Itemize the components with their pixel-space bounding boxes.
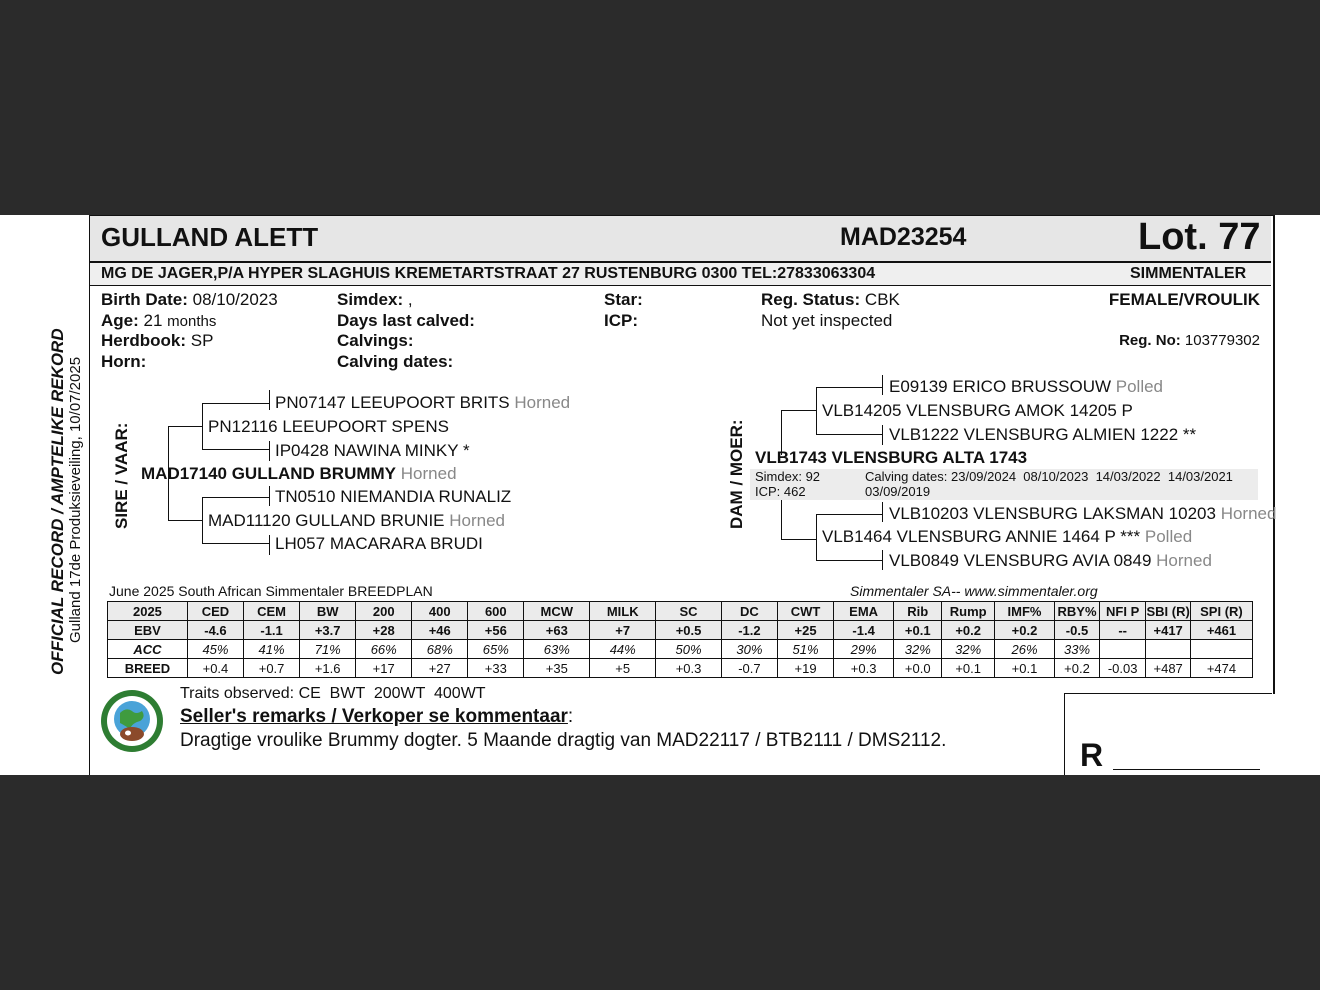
reg-no-row <box>1119 332 1260 349</box>
price-box-left <box>1064 693 1065 775</box>
dam-sire-sire <box>889 377 1163 397</box>
ebv-cell: +17 <box>356 659 412 678</box>
dam-calving-dates-2: 03/09/2019 <box>865 484 931 499</box>
sire-top-h <box>168 426 202 427</box>
ebv-values-row <box>108 621 1253 640</box>
ebv-cell: 68% <box>412 640 468 659</box>
ebv-cell: CEM <box>244 602 300 621</box>
ebv-cell: 65% <box>468 640 524 659</box>
days-calved-label: Days last calved: <box>337 311 475 330</box>
ebv-cell: -1.2 <box>721 621 777 640</box>
dss-name: E09139 ERICO BRUSSOUW <box>889 377 1112 396</box>
ebv-header-row <box>108 602 1253 621</box>
dds-name: VLB10203 VLENSBURG LAKSMAN 10203 <box>889 504 1216 523</box>
ebv-cell: +0.7 <box>244 659 300 678</box>
remarks-colon: : <box>567 706 574 727</box>
ebv-cell: +63 <box>524 621 590 640</box>
ebv-cell <box>1099 640 1145 659</box>
ebv-cell: +46 <box>412 621 468 640</box>
ebv-cell: RBY% <box>1055 602 1100 621</box>
ssd-tick <box>269 441 270 461</box>
price-box-top <box>1064 693 1272 694</box>
ebv-cell: NFI P <box>1099 602 1145 621</box>
auction-lot-sheet <box>0 215 1320 775</box>
ebv-cell: +0.3 <box>834 659 894 678</box>
ebv-cell <box>1146 640 1191 659</box>
ebv-cell: -1.1 <box>244 621 300 640</box>
dd-vline <box>816 514 817 561</box>
reg-status-row <box>761 290 900 310</box>
herdbook-value: SP <box>190 331 214 350</box>
ebv-cell: EBV <box>108 621 188 640</box>
ddd-name: VLB0849 VLENSBURG AVIA 0849 <box>889 551 1152 570</box>
ebv-cell: +0.2 <box>994 621 1054 640</box>
dss-horn: Polled <box>1115 377 1164 396</box>
ebv-cell: 32% <box>942 640 995 659</box>
remarks-title: Seller's remarks / Verkoper se kommentaar <box>180 706 568 727</box>
sd-name: MAD11120 GULLAND BRUNIE <box>208 511 445 530</box>
ss-bot-h <box>202 449 270 450</box>
ebv-cell: Rump <box>942 602 995 621</box>
lot-number: Lot. 77 <box>1138 216 1261 258</box>
sire-sire: PN12116 LEEUPOORT SPENS <box>208 417 449 436</box>
traits-observed: Traits observed: CE BWT 200WT 400WT <box>180 685 486 702</box>
ebv-cell: 51% <box>777 640 833 659</box>
ebv-cell: 32% <box>894 640 942 659</box>
ebv-cell: 600 <box>468 602 524 621</box>
ds-top-h <box>816 387 883 388</box>
ebv-cell: +487 <box>1146 659 1191 678</box>
reg-no-label: Reg. No: <box>1119 332 1181 349</box>
ebv-cell: 71% <box>300 640 356 659</box>
sdd-tick <box>269 535 270 555</box>
ebv-cell: 2025 <box>108 602 188 621</box>
ebv-cell: +0.1 <box>894 621 942 640</box>
reg-status-value: CBK <box>864 290 900 309</box>
calvings-label: Calvings: <box>337 331 414 350</box>
ebv-cell: +0.3 <box>656 659 722 678</box>
ebv-cell: MILK <box>590 602 656 621</box>
icp-label: ICP: <box>604 311 638 330</box>
reg-status-label: Reg. Status: <box>761 290 861 309</box>
ebv-cell: +0.1 <box>994 659 1054 678</box>
simdex-label: Simdex: <box>337 290 404 309</box>
sire-sire-sire <box>275 393 570 413</box>
birth-date-value: 08/10/2023 <box>192 290 278 309</box>
dds-horn: Horned <box>1220 504 1277 523</box>
age-unit: months <box>167 313 217 330</box>
ebv-cell: BW <box>300 602 356 621</box>
age-value: 21 <box>143 311 163 330</box>
ebv-cell: +461 <box>1190 621 1252 640</box>
ebv-cell: 400 <box>412 602 468 621</box>
dam-dam-sire <box>889 504 1276 524</box>
sale-text: Gulland 17de Produksieveiling, 10/07/2025 <box>67 356 84 643</box>
sire-horn: Horned <box>400 464 457 483</box>
ebv-cell: EMA <box>834 602 894 621</box>
dd-bot-h <box>816 560 883 561</box>
ebv-cell: 44% <box>590 640 656 659</box>
dam-calving-dates: Calving dates: 23/09/2024 08/10/2023 14/03/2022 14/03/2021 <box>865 469 1233 484</box>
ebv-cell: Rib <box>894 602 942 621</box>
ss-top-h <box>202 403 270 404</box>
sd-bot-h <box>202 543 270 544</box>
ds-vline <box>816 387 817 435</box>
sds-tick <box>269 486 270 506</box>
ebv-cell: 33% <box>1055 640 1100 659</box>
ebv-cell: +56 <box>468 621 524 640</box>
ebv-cell: DC <box>721 602 777 621</box>
sex-label: FEMALE/VROULIK <box>1108 290 1260 309</box>
horn-label: Horn: <box>101 352 147 371</box>
ebv-cell: +474 <box>1190 659 1252 678</box>
dam-sire: VLB14205 VLENSBURG AMOK 14205 P <box>822 401 1133 420</box>
ebv-cell: +19 <box>777 659 833 678</box>
dam-icp: ICP: 462 <box>755 484 806 499</box>
ebv-cell: +25 <box>777 621 833 640</box>
simdex-row <box>337 290 413 310</box>
ebv-cell: -- <box>1099 621 1145 640</box>
remarks-text: Dragtige vroulike Brummy dogter. 5 Maande dragtig van MAD22117 / BTB2111 / DMS2112. <box>180 730 947 751</box>
ddd-tick <box>882 550 883 570</box>
ebv-cell: CED <box>187 602 243 621</box>
ebv-cell: SPI (R) <box>1190 602 1252 621</box>
dam-sire-dam: VLB1222 VLENSBURG ALMIEN 1222 ** <box>889 425 1197 444</box>
sss-horn: Horned <box>514 393 571 412</box>
ebv-cell: +0.2 <box>942 621 995 640</box>
dam-name: VLB1743 VLENSBURG ALTA 1743 <box>755 448 1028 467</box>
sire-name <box>141 464 457 484</box>
birth-date-label: Birth Date: <box>101 290 188 309</box>
sd-horn: Horned <box>449 511 506 530</box>
price-line <box>1113 769 1260 770</box>
dam-label: DAM / MOER: <box>727 419 746 529</box>
sd-top-h <box>202 497 270 498</box>
sire-bot-h <box>168 520 202 521</box>
sire-name-text: MAD17140 GULLAND BRUMMY <box>141 464 397 483</box>
inspection-status: Not yet inspected <box>761 311 893 330</box>
price-label: R <box>1080 737 1104 773</box>
star-label: Star: <box>604 290 643 309</box>
ebv-cell: 50% <box>656 640 722 659</box>
ebv-cell: 200 <box>356 602 412 621</box>
dam-bot-h <box>781 539 816 540</box>
frame-left-lower <box>89 693 90 775</box>
dam-bot-vline <box>781 500 782 540</box>
sire-dam-sire: TN0510 NIEMANDIA RUNALIZ <box>275 487 512 506</box>
ebv-cell: +28 <box>356 621 412 640</box>
ebv-cell: CWT <box>777 602 833 621</box>
ebv-breed-average-row <box>108 659 1253 678</box>
ebv-cell: BREED <box>108 659 188 678</box>
ebv-table <box>107 601 1253 678</box>
dd-top-h <box>816 514 883 515</box>
ebv-cell: 41% <box>244 640 300 659</box>
ebv-cell: +33 <box>468 659 524 678</box>
age-row <box>101 311 216 331</box>
breedplan-caption: June 2025 South African Simmentaler BREEDPLAN <box>109 583 433 599</box>
simmentaler-logo <box>100 689 164 753</box>
sss-name: PN07147 LEEUPOORT BRITS <box>275 393 510 412</box>
age-label: Age: <box>101 311 139 330</box>
ebv-cell: +0.2 <box>1055 659 1100 678</box>
ebv-cell: +417 <box>1146 621 1191 640</box>
dd-name: VLB1464 VLENSBURG ANNIE 1464 P *** <box>822 527 1141 546</box>
ebv-cell: -0.7 <box>721 659 777 678</box>
sd-vline <box>202 497 203 544</box>
ebv-cell: ACC <box>108 640 188 659</box>
ebv-cell: +3.7 <box>300 621 356 640</box>
ebv-cell: +0.1 <box>942 659 995 678</box>
simdex-value: , <box>407 290 413 309</box>
sire-dam <box>208 511 505 531</box>
birth-date-row <box>101 290 278 310</box>
ebv-cell: 30% <box>721 640 777 659</box>
animal-name: GULLAND ALETT <box>101 222 319 252</box>
ebv-cell: +0.5 <box>656 621 722 640</box>
breedplan-website: Simmentaler SA-- www.simmentaler.org <box>850 583 1098 599</box>
herdbook-row <box>101 331 213 351</box>
ebv-cell: 26% <box>994 640 1054 659</box>
ebv-cell: SC <box>656 602 722 621</box>
dds-tick <box>882 502 883 522</box>
ebv-cell: -4.6 <box>187 621 243 640</box>
calving-dates-label: Calving dates: <box>337 352 454 371</box>
ebv-cell: -0.5 <box>1055 621 1100 640</box>
ebv-cell: +27 <box>412 659 468 678</box>
ebv-cell: +0.4 <box>187 659 243 678</box>
ebv-cell: +5 <box>590 659 656 678</box>
ebv-cell: -1.4 <box>834 621 894 640</box>
ebv-cell: MCW <box>524 602 590 621</box>
ddd-horn: Horned <box>1156 551 1212 570</box>
animal-id: MAD23254 <box>840 223 967 251</box>
dam-top-h <box>781 410 816 411</box>
dsd-tick <box>882 425 883 445</box>
dam-dam <box>822 527 1192 547</box>
herdbook-label: Herdbook: <box>101 331 186 350</box>
ebv-cell: SBI (R) <box>1146 603 1190 619</box>
dam-dam-dam <box>889 551 1212 571</box>
ss-vline <box>202 403 203 450</box>
remarks-heading <box>180 706 573 728</box>
ds-bot-h <box>816 434 883 435</box>
ebv-cell: +7 <box>590 621 656 640</box>
sire-sire-dam: IP0428 NAWINA MINKY * <box>275 441 470 460</box>
sire-dam-dam: LH057 MACARARA BRUDI <box>275 534 483 553</box>
dd-horn: Polled <box>1144 527 1193 546</box>
owner-address: MG DE JAGER,P/A HYPER SLAGHUIS KREMETARTSTRAAT 27 RUSTENBURG 0300 TEL:27833063304 <box>101 265 876 282</box>
ebv-cell: 66% <box>356 640 412 659</box>
ebv-cell: +1.6 <box>300 659 356 678</box>
dam-simdex: Simdex: 92 <box>755 469 821 484</box>
ebv-cell: 63% <box>524 640 590 659</box>
ebv-cell: +0.0 <box>894 659 942 678</box>
ebv-cell: +35 <box>524 659 590 678</box>
dss-tick <box>882 375 883 395</box>
reg-no-value: 103779302 <box>1184 332 1260 349</box>
sss-tick <box>269 390 270 410</box>
official-record-text: OFFICIAL RECORD / AMPTELIKE REKORD <box>48 328 67 675</box>
ebv-accuracy-row <box>108 640 1253 659</box>
sire-label: SIRE / VAAR: <box>112 422 131 529</box>
ebv-cell: -0.03 <box>1099 659 1145 678</box>
ebv-cell <box>1190 640 1252 659</box>
breed-name: SIMMENTALER <box>1130 265 1247 282</box>
ebv-cell: 29% <box>834 640 894 659</box>
ebv-cell: IMF% <box>994 602 1054 621</box>
ebv-cell: 45% <box>187 640 243 659</box>
